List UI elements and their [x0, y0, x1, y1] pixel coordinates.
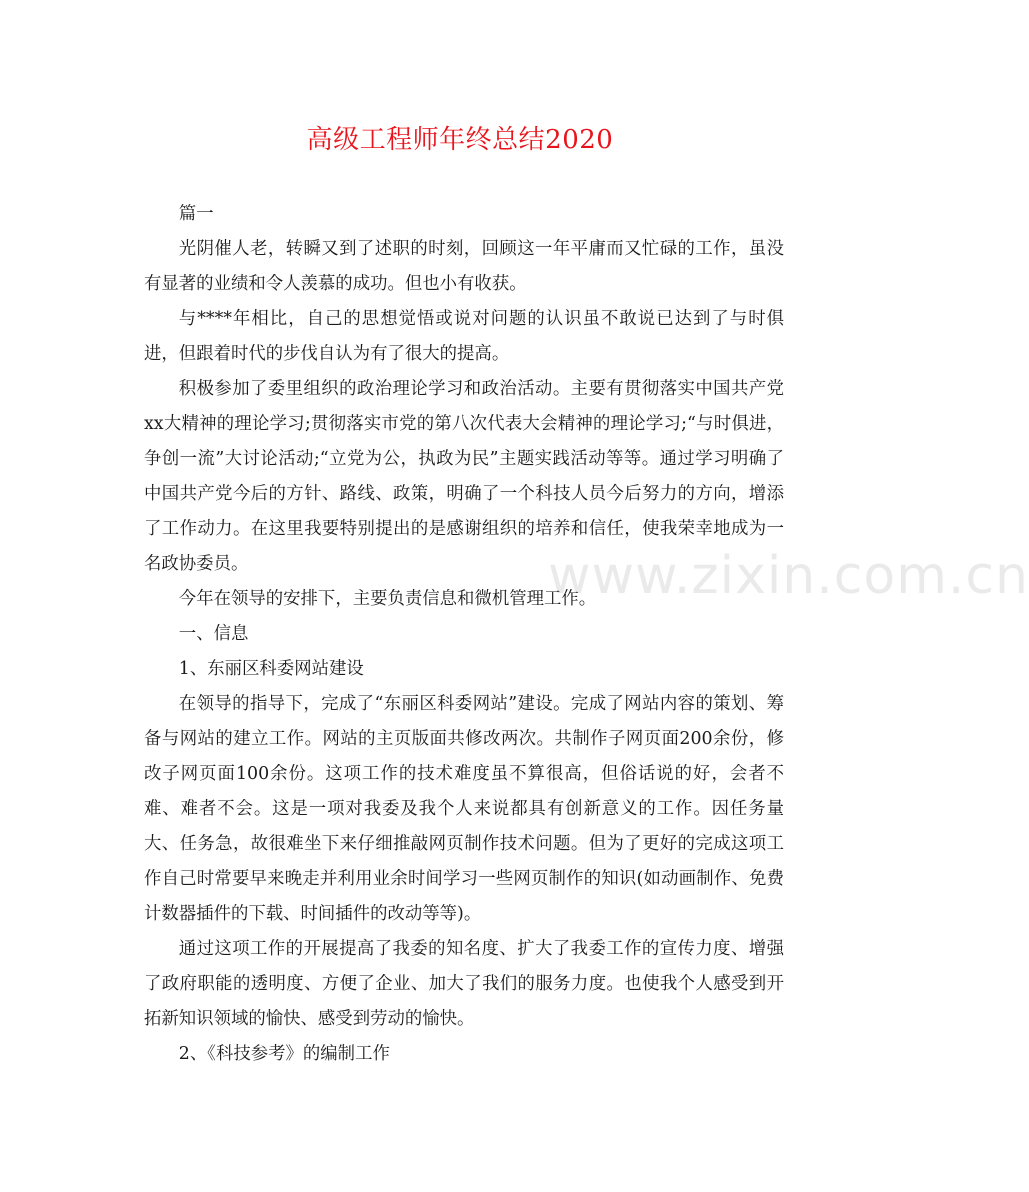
paragraph: 今年在领导的安排下，主要负责信息和微机管理工作。	[178, 589, 597, 609]
paragraph: 通过这项工作的开展提高了我委的知名度、扩大了我委工作的宣传力度、增强了政府职能的透明度、方便了企业、加大了我们的服务力度。也使我个人感受到开拓新知识领域的愉快、感受到劳动的愉快。	[144, 939, 784, 1029]
paragraph: 光阴催人老，转瞬又到了述职的时刻，回顾这一年平庸而又忙碌的工作，虽没有显著的业绩和令人羡慕的成功。但也小有收获。	[144, 239, 784, 294]
paragraph: 与****年相比，自己的思想觉悟或说对问题的认识虽不敢说已达到了与时俱进，但跟着时代的步伐自认为有了很大的提高。	[144, 309, 784, 364]
subsection-heading: 1、东丽区科委网站建设	[178, 659, 364, 679]
watermark: www.zixin.com.cn	[548, 546, 1029, 606]
paragraph: 在领导的指导下，完成了“东丽区科委网站”建设。完成了网站内容的策划、筹备与网站的建立工作。网站的主页版面共修改两次。共制作子网页面200余份，修改子网页面100余份。这项工作的技术难度虽不算很高，但俗话说的好，会者不难、难者不会。这是一项对我委及我个人来说都具有创新意义的工作。因任务量大、任务急，故很难坐下来仔细推敲网页制作技术问题。但为了更好的完成这项工作自己时常要早来晚走并利用业余时间学习一些网页制作的知识(如动画制作、免费计数器插件的下载、时间插件的改动等等)。	[144, 694, 784, 924]
section-heading: 篇一	[178, 204, 214, 224]
paragraph: 积极参加了委里组织的政治理论学习和政治活动。主要有贯彻落实中国共产党xx大精神的理论学习;贯彻落实市党的第八次代表大会精神的理论学习;“与时俱进，争创一流”大讨论活动;“立党为公，执政为民”主题实践活动等等。通过学习明确了中国共产党今后的方针、路线、政策，明确了一个科技人员今后努力的方向，增添了工作动力。在这里我要特别提出的是感谢组织的培养和信任，使我荣幸地成为一名政协委员。	[144, 379, 784, 574]
section-heading: 一、信息	[178, 624, 249, 644]
document-title: 高级工程师年终总结2020	[306, 125, 614, 155]
document-body	[144, 197, 784, 1072]
subsection-heading: 2、《科技参考》的编制工作	[178, 1044, 390, 1064]
